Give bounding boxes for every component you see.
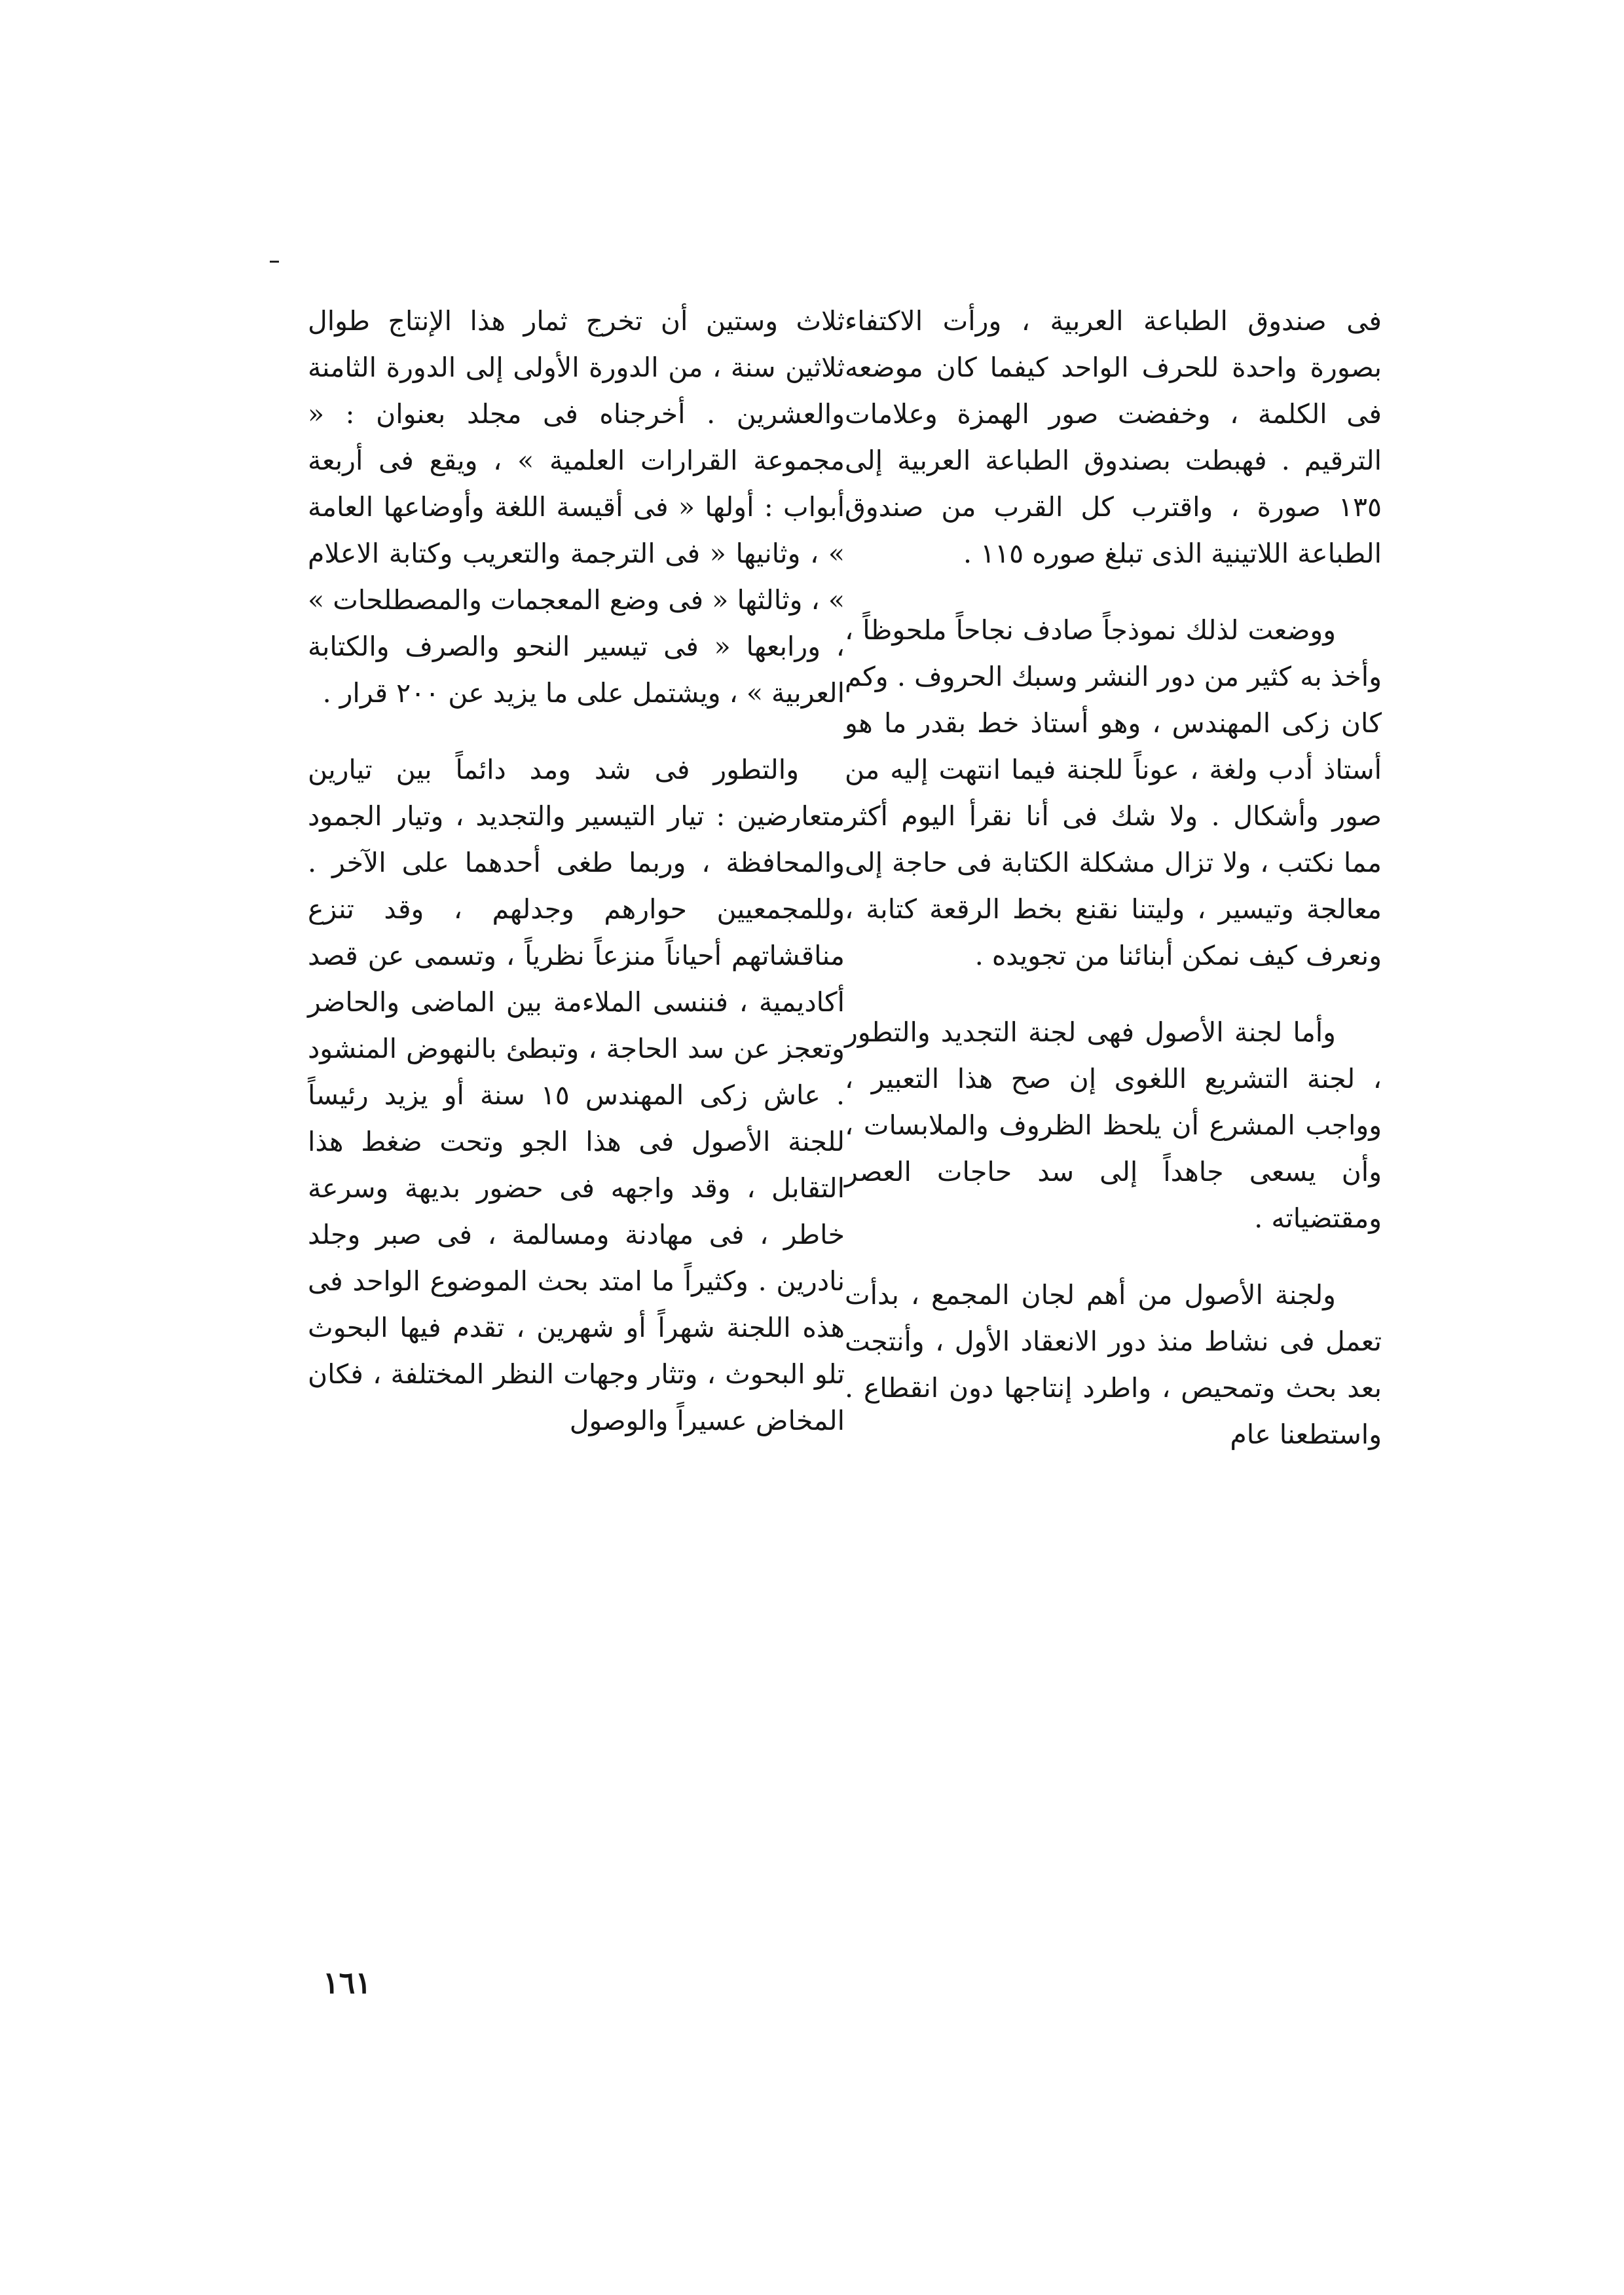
- page-number: ١٦١: [322, 1965, 372, 2000]
- paragraph: فى صندوق الطباعة العربية ، ورأت الاكتفاء بصورة واحدة للحرف الواحد كيفما كان موضعه فى الكلمة ، وخفضت صور الهمزة وعلامات الترقيم . فهبطت بصندوق الطباعة العربية إلى ١٣٥ صورة ، واقترب كل القرب من صندوق الطباعة اللاتينية الذى تبلغ صوره ١١٥ .: [845, 305, 1382, 569]
- paragraph: ثلاث وستين أن تخرج ثمار هذا الإنتاج طوال ثلاثين سنة ، من الدورة الأولى إلى الدورة الثامنة والعشرين . أخرجناه فى مجلد بعنوان : « مجموعة القرارات العلمية » ، ويقع فى أربعة أبواب : أولها « فى أقيسة اللغة وأوضاعها العامة » ، وثانيها « فى الترجمة والتعريب وكتابة الاعلام » ، وثالثها « فى وضع المعجمات والمصطلحات » ، ورابعها « فى تيسير النحو والصرف والكتابة العربية » ، ويشتمل على ما يزيد عن ٢٠٠ قرار .: [308, 305, 845, 709]
- paragraph: والتطور فى شد ومد دائماً بين تيارين متعارضين : تيار التيسير والتجديد ، وتيار الجمود والمحافظة ، وربما طغى أحدهما على الآخر . وللمجمعيين حوارهم وجدلهم ، وقد تنزع مناقشاتهم أحياناً منزعاً نظرياً ، وتسمى عن قصد أكاديمية ، فننسى الملاءمة بين الماضى والحاضر وتعجز عن سد الحاجة ، وتبطئ بالنهوض المنشود . عاش زكى المهندس ١٥ سنة أو يزيد رئيساً للجنة الأصول فى هذا الجو وتحت ضغط هذا التقابل ، وقد واجهه فى حضور بديهة وسرعة خاطر ، فى مهادنة ومسالمة ، فى صبر وجلد نادرين . وكثيراً ما امتد بحث الموضوع الواحد فى هذه اللجنة شهراً أو شهرين ، تقدم فيها البحوث تلو البحوث ، وتثار وجهات النظر المختلفة ، فكان المخاض عسيراً والوصول: [308, 754, 845, 1436]
- paragraph: ووضعت لذلك نموذجاً صادف نجاحاً ملحوظاً ، وأخذ به كثير من دور النشر وسبك الحروف . وكم كان زكى المهندس ، وهو أستاذ خط بقدر ما هو أستاذ أدب ولغة ، عوناً للجنة فيما انتهت إليه من صور وأشكال . ولا شك فى أنا نقرأ اليوم أكثر مما نكتب ، ولا تزال مشكلة الكتابة فى حاجة إلى معالجة وتيسير ، وليتنا نقنع بخط الرقعة كتابة ، ونعرف كيف نمكن أبنائنا من تجويده .: [845, 614, 1382, 971]
- left-text-column: [308, 298, 845, 1474]
- paragraph: وأما لجنة الأصول فهى لجنة التجديد والتطور ، لجنة التشريع اللغوى إن صح هذا التعبير ، وواجب المشرع أن يلحظ الظروف والملابسات ، وأن يسعى جاهداً إلى سد حاجات العصر ومقتضياته .: [845, 1017, 1382, 1234]
- right-text-column: [845, 298, 1382, 1488]
- paragraph: ولجنة الأصول من أهم لجان المجمع ، بدأت تعمل فى نشاط منذ دور الانعقاد الأول ، وأنتجت بعد بحث وتمحيص ، واطرد إنتاجها دون انقطاع . واستطعنا عام: [845, 1279, 1382, 1450]
- header-rule-mark: [270, 261, 279, 263]
